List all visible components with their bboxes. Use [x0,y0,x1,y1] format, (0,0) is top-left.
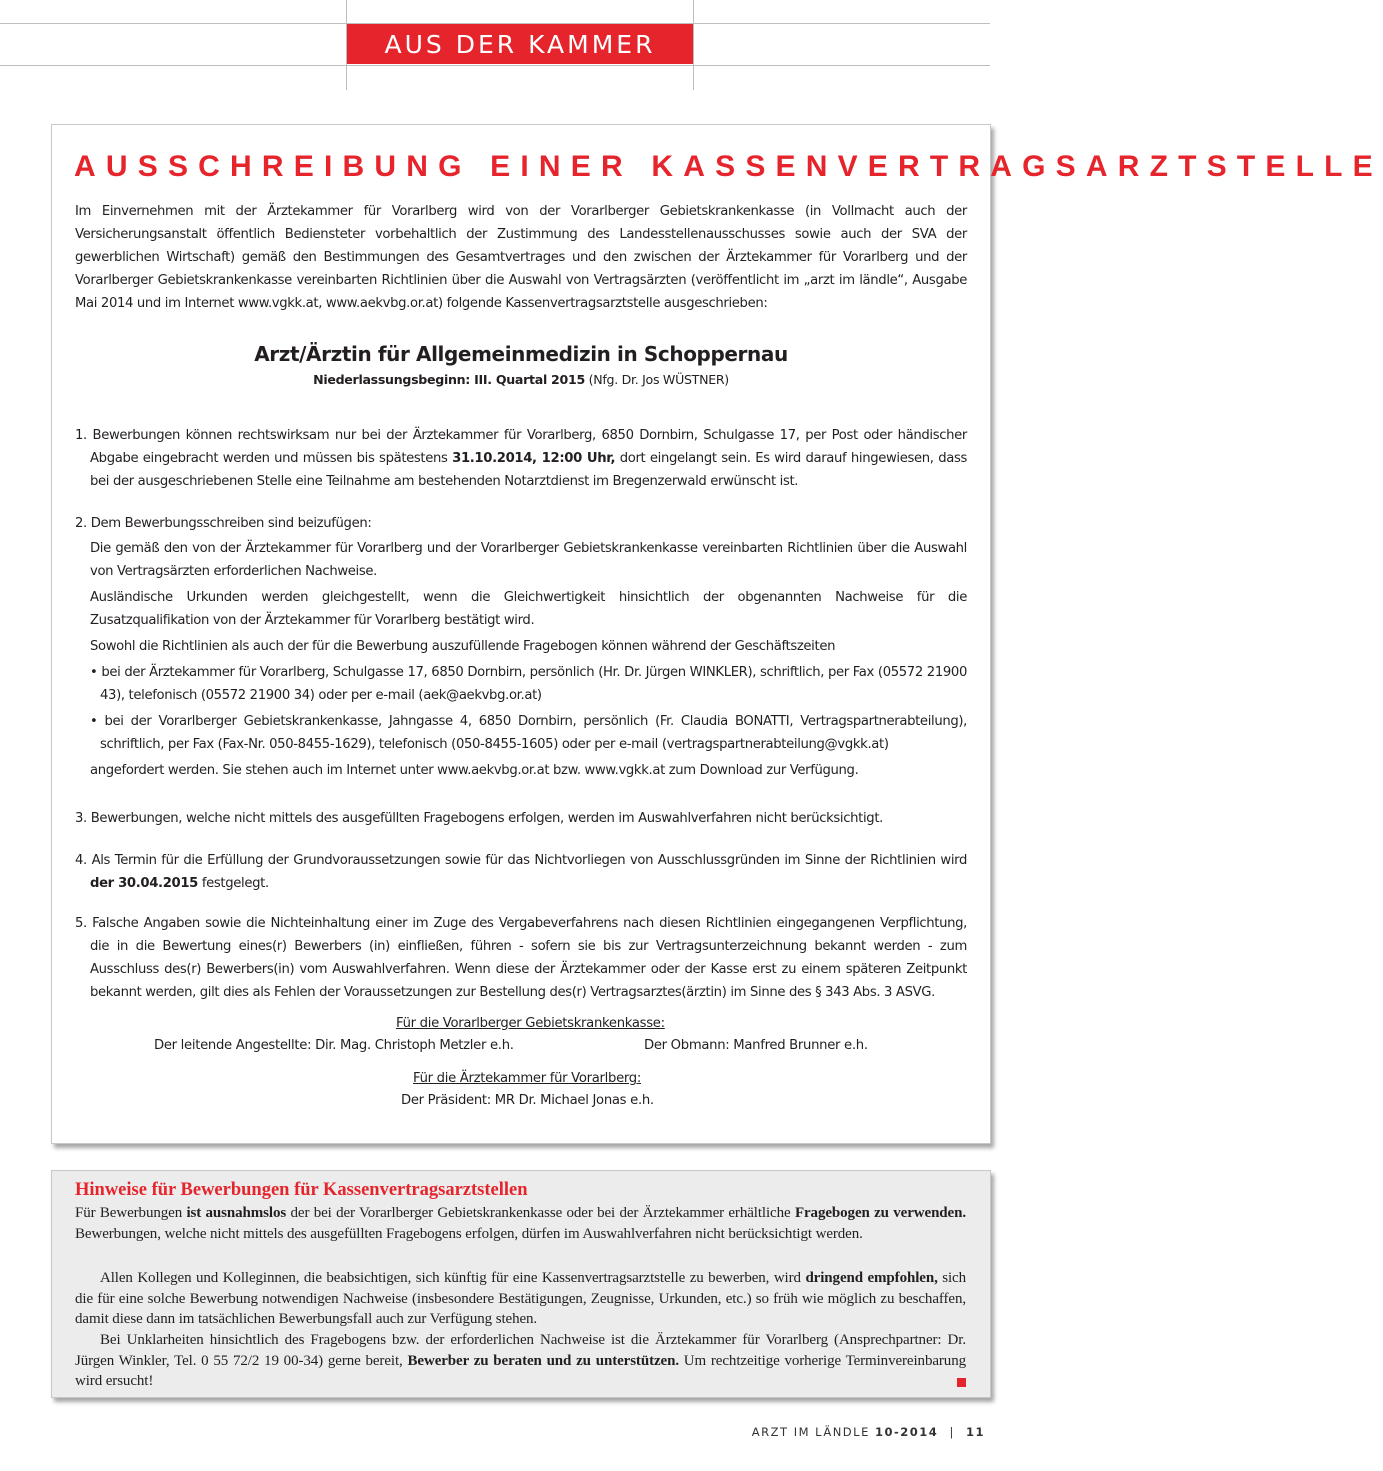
item-text: Dem Bewerbungsschreiben sind beizufügen: [90,516,372,531]
item-text: festgelegt. [201,876,269,891]
list-item-3 [75,807,967,830]
hints-paragraph-2 [75,1268,966,1330]
item-paragraph: Die gemäß den von der Ärztekammer für Vorarlberg und der Vorarlberger Gebietskrankenkasse vereinbarten Richtlinien über die Auswahl von Vertragsärzten erforderlichen Nachweise. [90,541,967,579]
bullet-item: • bei der Ärztekammer für Vorarlberg, Schulgasse 17, 6850 Dornbirn, persönlich (Hr. Dr. Jürgen WINKLER), schriftlich, per Fax (05572 21900 43), telefonisch (05572 21900 34) oder per e-mail (aek@aekvbg.or.at) [90,665,967,703]
ak-signature-person: Der Präsident: MR Dr. Michael Jonas e.h. [401,1093,654,1108]
list-item-2 [75,512,967,782]
successor-note: (Nfg. Dr. Jos WÜSTNER) [588,372,729,387]
gkk-signature-right: Der Obmann: Manfred Brunner e.h. [644,1038,868,1053]
hints-paragraph-3 [75,1330,966,1392]
page-number: 11 [965,1425,985,1439]
page-footer [752,1425,985,1439]
hint-text: Bewerbungen, welche nicht mittels des ausgefüllten Fragebogens erfolgen, dürfen im Auswahlverfahren nicht berücksichtigt werden. [75,1225,863,1242]
item-text: dort eingelangt sein. Es wird darauf hingewiesen, dass bei der ausgeschriebenen Stelle eine Teilnahme am bestehenden Notarztdienst im Bregenzerwald erwünscht ist. [90,451,967,489]
item-number: 3. [75,811,87,826]
item-number: 2. [75,516,87,531]
item-text: Bewerbungen können rechtswirksam nur bei der Ärztekammer für Vorarlberg, 6850 Dornbirn, Schulgasse 17, per Post oder händischer Abgabe eingebracht werden und müssen bis spätestens [90,428,967,466]
deadline: der 30.04.2015 [90,876,199,891]
list-item-4 [75,849,967,895]
item-number: 4. [75,853,87,868]
position-subtitle [75,372,967,387]
hints-paragraph-1 [75,1203,966,1244]
hint-text: Um rechtzeitige vorherige Terminvereinbarung wird ersucht! [75,1352,967,1389]
item-text: Bewerbungen, welche nicht mittels des ausgefüllten Fragebogens erfolgen, werden im Auswahlverfahren nicht berücksichtigt. [90,811,883,826]
announcement-title: AUSSCHREIBUNG EINER KASSENVERTRAGSARZTSTELLE [74,150,1383,183]
issue-number: 10-2014 [875,1425,939,1439]
hint-emphasis: dringend empfohlen, [805,1270,938,1286]
deadline: 31.10.2014, 12:00 Uhr, [452,451,616,466]
hint-text: der bei der Vorarlberger Gebietskrankenkasse oder bei der Ärztekammer erhältliche [290,1205,791,1221]
hint-text: Für Bewerbungen [75,1205,183,1221]
header-rule [0,65,990,66]
footer-separator: | [949,1425,955,1439]
list-item-5 [75,912,967,1004]
position-title: Arzt/Ärztin für Allgemeinmedizin in Schoppernau [254,342,788,366]
magazine-name: ARZT IM LÄNDLE [751,1425,870,1439]
start-date-label: Niederlassungsbeginn: III. Quartal 2015 [313,372,585,387]
list-item-1 [75,424,967,493]
hint-text: sich die für eine solche Bewerbung notwendigen Nachweise (insbesondere Bestätigungen, Zeugnisse, Urkunden, etc.) so früh wie möglich zu beschaffen, damit diese dann im tatsächlichen Bewerbungsfall auch zur Verfügung stehen. [75,1270,967,1327]
hints-title: Hinweise für Bewerbungen für Kassenvertragsarztstellen [75,1180,528,1200]
gkk-signature-left: Der leitende Angestellte: Dir. Mag. Christoph Metzler e.h. [154,1038,514,1053]
hint-emphasis: Fragebogen zu verwenden. [794,1205,967,1221]
item-paragraph: angefordert werden. Sie stehen auch im Internet unter www.aekvbg.or.at bzw. www.vgkk.at zum Download zur Verfügung. [90,763,859,778]
bullet-item: • bei der Vorarlberger Gebietskrankenkasse, Jahngasse 4, 6850 Dornbirn, persönlich (Fr. Claudia BONATTI, Vertragspartnerabteilung), schriftlich, per Fax (Fax-Nr. 050-8455-1629), telefonisch (050-8455-1605) oder per e-mail (vertragspartnerabteilung@vgkk.at) [90,714,967,752]
item-text: Falsche Angaben sowie die Nichteinhaltung einer im Zuge des Vergabeverfahrens nach diesen Richtlinien eingegangenen Verpflichtung, die in die Bewertung eines(r) Bewerbers (in) einfließen, führen - sofern sie bis zur Vertragsunterzeichnung bekannt werden - zum Ausschluss des(r) Bewerbers(in) vom Auswahlverfahren. Wenn diese der Ärztekammer oder der Kasse erst zu einem späteren Zeitpunkt bekannt werden, gilt dies als Fehlen der Voraussetzungen zur Bestellung des(r) Vertragsarztes(ärztin) im Sinne des § 343 Abs. 3 ASVG. [90,916,967,1000]
hint-emphasis: Bewerber zu beraten und zu unterstützen. [407,1352,679,1369]
hint-text: Allen Kollegen und Kolleginnen, die beabsichtigen, sich künftig für eine Kassenvertragsarztstelle zu bewerben, wird [100,1270,801,1286]
item-paragraph: Ausländische Urkunden werden gleichgestellt, wenn die Gleichwertigkeit hinsichtlich der obgenannten Nachweise für die Zusatzqualifikation von der Ärztekammer für Vorarlberg bestätigt wird. [90,590,967,628]
ak-signature-heading: Für die Ärztekammer für Vorarlberg: [413,1071,641,1086]
hint-emphasis: ist ausnahmslos [186,1205,287,1221]
end-mark-icon [957,1378,966,1387]
item-number: 1. [75,428,87,443]
header-divider [693,0,694,90]
section-header: AUS DER KAMMER [347,24,693,64]
gkk-signature-heading: Für die Vorarlberger Gebietskrankenkasse: [396,1016,665,1031]
item-text: Als Termin für die Erfüllung der Grundvoraussetzungen sowie für das Nichtvorliegen von Ausschlussgründen im Sinne der Richtlinien wird [91,853,967,868]
item-paragraph: Sowohl die Richtlinien als auch der für die Bewerbung auszufüllende Fragebogen können während der Geschäftszeiten [90,639,836,654]
hint-text: Bei Unklarheiten hinsichtlich des Fragebogens bzw. der erforderlichen Nachweise ist die Ärztekammer für Vorarlberg (Ansprechpartner: Dr. Jürgen Winkler, Tel. 0 55 72/2 19 00-34) gerne bereit, [75,1332,966,1369]
intro-paragraph: Im Einvernehmen mit der Ärztekammer für Vorarlberg wird von der Vorarlberger Gebietskrankenkasse (in Vollmacht auch der Versicherungsanstalt öffentlich Bediensteter vorbehaltlich der Zustimmung des Landesstellenausschusses sowie auch der SVA der gewerblichen Wirtschaft) gemäß den Bestimmungen des Gesamtvertrages und den zwischen der Ärztekammer für Vorarlberg und der Vorarlberger Gebietskrankenkasse vereinbarten Richtlinien über die Auswahl von Vertragsärzten (veröffentlicht im „arzt im ländle“, Ausgabe Mai 2014 und im Internet www.vgkk.at, www.aekvbg.or.at) folgende Kassenvertragsarztstelle ausgeschrieben: [75,204,967,311]
item-number: 5. [75,916,87,931]
